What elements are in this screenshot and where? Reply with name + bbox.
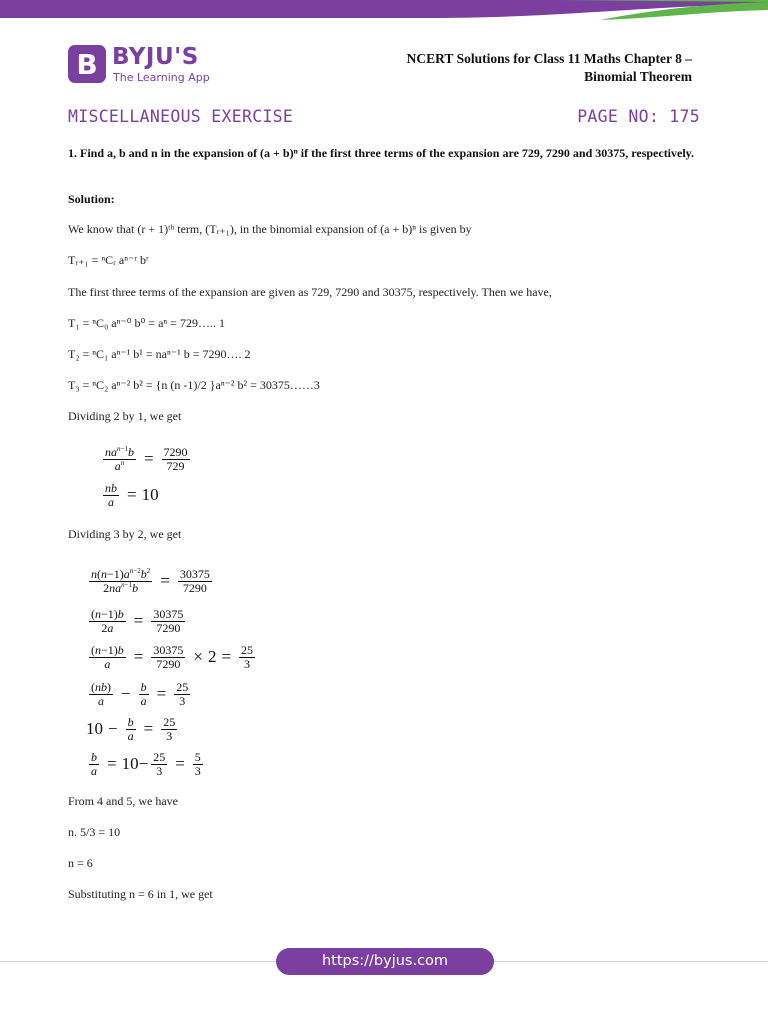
section-title: MISCELLANEOUS EXERCISE: [68, 107, 294, 126]
header-line-2: Binomial Theorem: [584, 69, 692, 84]
equation: $\frac{n(n-1)a^{n-2}b^2}{2na^{n-1}b}$ = $\frac{30375}{7290}$: [91, 567, 210, 595]
question-text: 1. Find a, b and n in the expansion of (a + b)ⁿ if the first three terms of the expansion are 729, 7290 and 30375, respectively.: [68, 146, 695, 160]
document-header-title: [407, 50, 692, 86]
numerator: 30375: [153, 607, 184, 621]
text-line: T₃ = ⁿC₂ aⁿ⁻² b² = {n (n -1)/2 }aⁿ⁻² b² = 30375……3: [68, 378, 320, 392]
footer-url-link[interactable]: https://byjus.com: [276, 948, 494, 975]
equation: $\frac{(n-1)b}{a}$ = $\frac{30375}{7290}$ × 2 = $\frac{25}{3}$: [91, 643, 254, 671]
numerator: 25: [176, 680, 189, 694]
top-decorative-band: [0, 0, 768, 22]
numerator: 30375: [179, 567, 210, 581]
numerator: 30375: [153, 643, 184, 657]
numerator: 25: [163, 715, 176, 729]
denominator: 7290: [156, 620, 181, 635]
brand-tagline: The Learning App: [113, 71, 210, 84]
equation: 10 − $\frac{b}{a}$ = $\frac{25}{3}$: [86, 715, 176, 743]
text-line: Substituting n = 6 in 1, we get: [68, 887, 213, 901]
denominator: 729: [166, 458, 185, 473]
equation: $\frac{(n-1)b}{2a}$ = $\frac{30375}{7290}$: [91, 607, 184, 635]
denominator: 3: [156, 763, 163, 778]
value: 10: [141, 485, 159, 505]
numerator: 25: [241, 643, 254, 657]
value: 2: [207, 647, 217, 667]
equation: $\frac{na^{n-1}b}{a^n}$ = $\frac{7290}{729}$: [105, 445, 188, 473]
page-number: PAGE NO: 175: [577, 107, 700, 126]
text-line: Tᵣ₊₁ = ⁿCᵣ aⁿ⁻ʳ bʳ: [68, 253, 149, 267]
numerator: 5: [194, 750, 201, 764]
text-line: Dividing 2 by 1, we get: [68, 409, 182, 423]
numerator: 25: [153, 750, 166, 764]
numerator: 7290: [163, 445, 188, 459]
text-line: T₂ = ⁿC₁ aⁿ⁻¹ b¹ = naⁿ⁻¹ b = 7290…. 2: [68, 347, 251, 361]
equation: $\frac{nb}{a}$ = 10: [105, 481, 159, 509]
denominator: 3: [166, 728, 173, 743]
logo-glyph: B: [76, 48, 98, 81]
logo-badge: [68, 45, 106, 83]
denominator: 7290: [182, 580, 207, 595]
denominator: 3: [194, 763, 201, 778]
text-line: From 4 and 5, we have: [68, 794, 178, 808]
denominator: 3: [244, 656, 251, 671]
text-line: n = 6: [68, 856, 93, 870]
text-line: T₁ = ⁿC₀ aⁿ⁻⁰ b⁰ = aⁿ = 729….. 1: [68, 316, 225, 330]
denominator: 7290: [156, 656, 181, 671]
text-line: The first three terms of the expansion are given as 729, 7290 and 30375, respectively. Then we have,: [68, 285, 552, 299]
byjus-logo: [68, 45, 228, 85]
text-line: We know that (r + 1)ᵗʰ term, (Tᵣ₊₁), in the binomial expansion of (a + b)ⁿ is given by: [68, 222, 472, 236]
denominator: 3: [179, 693, 186, 708]
value: 10: [121, 754, 139, 774]
equation: $\frac{(nb)}{a}$ − $\frac{b}{a}$ = $\frac{25}{3}$: [91, 680, 189, 708]
solution-label: Solution:: [68, 192, 115, 206]
value: 10: [86, 719, 103, 739]
brand-name: BYJU'S: [112, 44, 199, 70]
header-line-1: NCERT Solutions for Class 11 Maths Chapter 8 –: [406, 51, 692, 66]
text-line: n. 5/3 = 10: [68, 825, 121, 839]
text-line: Dividing 3 by 2, we get: [68, 527, 182, 541]
equation: $\frac{b}{a}$ = 10 − $\frac{25}{3}$ = $\frac{5}{3}$: [91, 750, 201, 778]
